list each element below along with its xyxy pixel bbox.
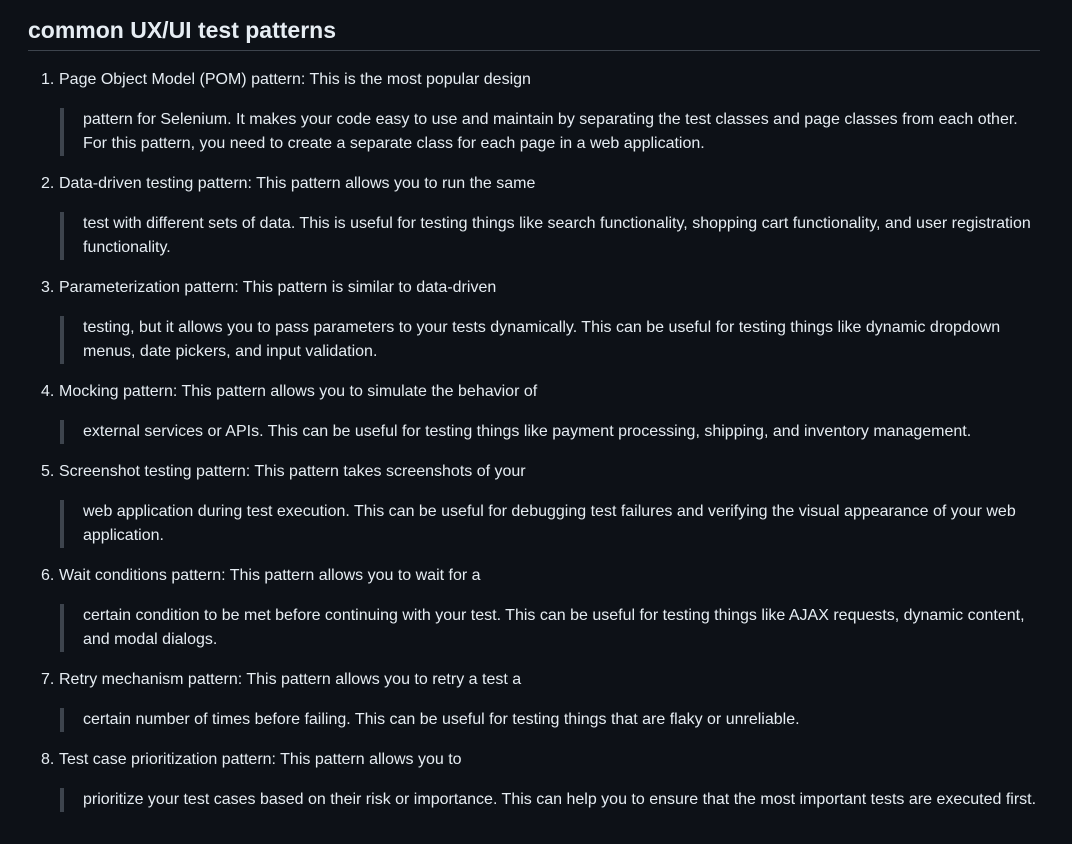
list-item-lead [41,748,1040,772]
list-item-text: Screenshot testing pattern: This pattern takes screenshots of your [59,463,526,480]
list-number: 8. [41,751,55,768]
list-item-lead [41,380,1040,404]
list-item-lead [41,668,1040,692]
list-number: 5. [41,463,55,480]
list-item [28,460,1040,548]
list-item-lead [41,172,1040,196]
list-item [28,380,1040,444]
list-number: 6. [41,567,55,584]
list-item-text: Test case prioritization pattern: This pattern allows you to [59,751,462,768]
list-item [28,68,1040,156]
list-item-text: Data-driven testing pattern: This pattern allows you to run the same [59,175,536,192]
list-item [28,748,1040,812]
blockquote: prioritize your test cases based on their risk or importance. This can help you to ensure that the most important tests are executed first. [60,788,1040,812]
list-item-lead [41,276,1040,300]
blockquote: test with different sets of data. This is useful for testing things like search functionality, shopping cart functionality, and user registration functionality. [60,212,1040,260]
list-item-text: Mocking pattern: This pattern allows you to simulate the behavior of [59,383,538,400]
list-item-lead [41,68,1040,92]
blockquote: certain number of times before failing. This can be useful for testing things that are flaky or unreliable. [60,708,1040,732]
list-number: 3. [41,279,55,296]
list-item-lead [41,564,1040,588]
list-number: 4. [41,383,55,400]
blockquote: testing, but it allows you to pass parameters to your tests dynamically. This can be useful for testing things like dynamic dropdown menus, date pickers, and input validation. [60,316,1040,364]
list-item [28,668,1040,732]
pattern-list [28,68,1040,812]
blockquote: web application during test execution. This can be useful for debugging test failures and verifying the visual appearance of your web application. [60,500,1040,548]
list-number: 7. [41,671,55,688]
list-item [28,276,1040,364]
list-item [28,564,1040,652]
list-item-text: Parameterization pattern: This pattern is similar to data-driven [59,279,497,296]
blockquote: certain condition to be met before continuing with your test. This can be useful for testing things like AJAX requests, dynamic content, and modal dialogs. [60,604,1040,652]
list-number: 1. [41,71,55,88]
blockquote: pattern for Selenium. It makes your code easy to use and maintain by separating the test classes and page classes from each other. For this pattern, you need to create a separate class for each page in a web application. [60,108,1040,156]
list-item-text: Page Object Model (POM) pattern: This is the most popular design [59,71,531,88]
blockquote: external services or APIs. This can be useful for testing things like payment processing, shipping, and inventory management. [60,420,1040,444]
page-title: common UX/UI test patterns [28,0,1040,51]
list-item-text: Wait conditions pattern: This pattern allows you to wait for a [59,567,481,584]
list-number: 2. [41,175,55,192]
list-item-lead [41,460,1040,484]
list-item-text: Retry mechanism pattern: This pattern allows you to retry a test a [59,671,522,688]
list-item [28,172,1040,260]
